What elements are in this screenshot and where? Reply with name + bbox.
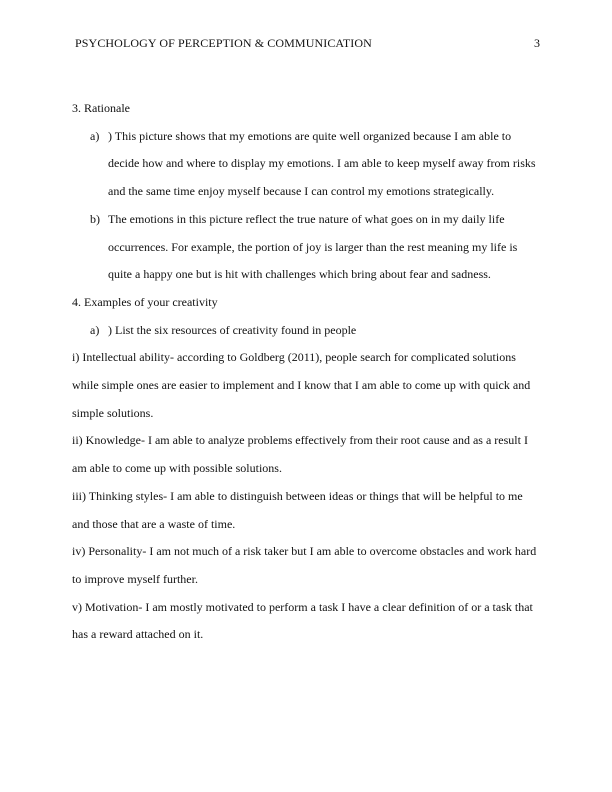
page-number: 3 bbox=[534, 36, 540, 50]
rationale-item-b bbox=[72, 206, 540, 289]
paragraph-line: while simple ones are easier to implement and I know that I am able to come up with quick and bbox=[72, 378, 531, 393]
page-header bbox=[75, 36, 540, 52]
list-item-line: ) This picture shows that my emotions are quite well organized because I am able to bbox=[108, 128, 512, 143]
list-item-line: ) List the six resources of creativity found in people bbox=[108, 322, 357, 337]
paragraph-personality bbox=[72, 538, 540, 593]
paragraph-line: i) Intellectual ability- according to Goldberg (2011), people search for complicated solutions bbox=[72, 350, 516, 365]
paragraph-thinking-styles bbox=[72, 483, 540, 538]
paragraph-intellectual-ability bbox=[72, 344, 540, 427]
paragraph-line: simple solutions. bbox=[72, 405, 154, 420]
paragraph-line: am able to come up with possible solutions. bbox=[72, 461, 282, 476]
list-item-line: quite a happy one but is hit with challenges which bring about fear and sadness. bbox=[108, 267, 491, 282]
paragraph-line: v) Motivation- I am mostly motivated to perform a task I have a clear definition of or a task that bbox=[72, 599, 533, 614]
paragraph-line: iii) Thinking styles- I am able to distinguish between ideas or things that will be helpful to me bbox=[72, 488, 523, 503]
creativity-item-a bbox=[72, 317, 540, 345]
list-marker: b) bbox=[90, 211, 100, 226]
running-head: PSYCHOLOGY OF PERCEPTION & COMMUNICATION bbox=[75, 36, 372, 50]
paragraph-line: iv) Personality- I am not much of a risk taker but I am able to overcome obstacles and work hard bbox=[72, 544, 537, 559]
section-heading-creativity: 4. Examples of your creativity bbox=[72, 294, 218, 309]
list-item-line: and the same time enjoy myself because I can control my emotions strategically. bbox=[108, 184, 495, 199]
list-item-line: occurrences. For example, the portion of joy is larger than the rest meaning my life is bbox=[108, 239, 518, 254]
section-heading-rationale: 3. Rationale bbox=[72, 101, 130, 115]
rationale-item-a bbox=[72, 123, 540, 206]
list-item-line: decide how and where to display my emotions. I am able to keep myself away from risks bbox=[108, 156, 536, 171]
paragraph-knowledge bbox=[72, 427, 540, 482]
paragraph-motivation bbox=[72, 594, 540, 649]
document-body bbox=[72, 95, 540, 649]
list-marker: a) bbox=[90, 128, 100, 143]
list-item-line: The emotions in this picture reflect the true nature of what goes on in my daily life bbox=[108, 211, 505, 226]
paragraph-line: and those that are a waste of time. bbox=[72, 516, 236, 531]
paragraph-line: has a reward attached on it. bbox=[72, 627, 204, 642]
list-marker: a) bbox=[90, 322, 100, 337]
paragraph-line: ii) Knowledge- I am able to analyze problems effectively from their root cause and as a result I bbox=[72, 433, 528, 448]
paragraph-line: to improve myself further. bbox=[72, 571, 198, 586]
